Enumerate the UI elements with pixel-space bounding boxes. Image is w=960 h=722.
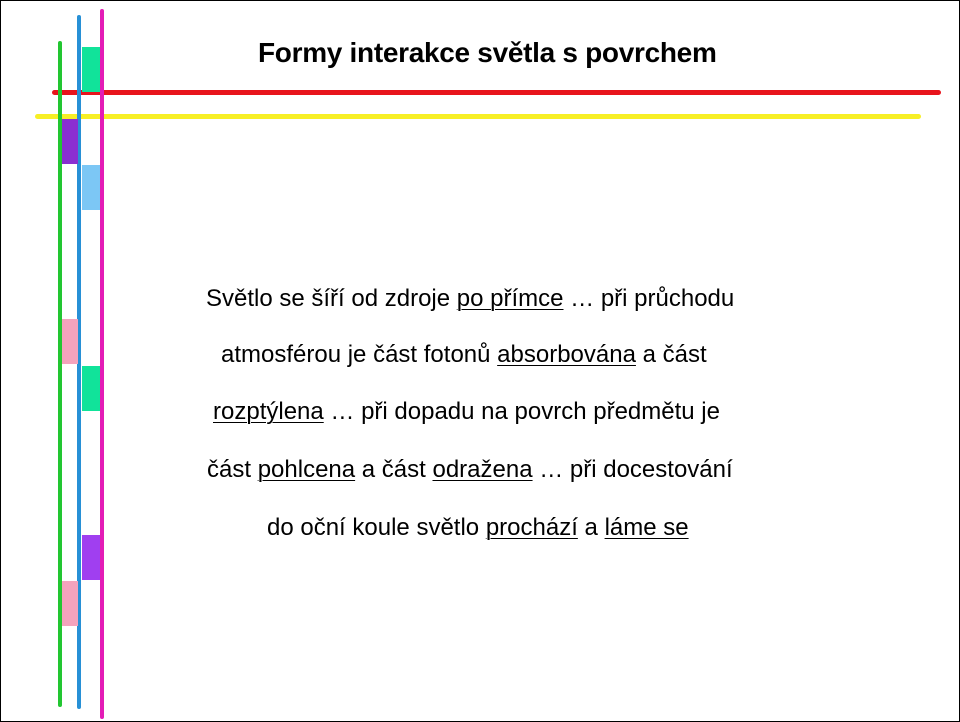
- text-segment: a: [577, 514, 605, 541]
- sky-accent-block: [82, 165, 100, 210]
- body-line-1: [206, 285, 734, 313]
- purple-accent-block: [62, 119, 78, 164]
- violet-accent-block: [82, 535, 100, 580]
- body-line-2: [221, 341, 707, 369]
- underlined-term: pohlcena: [257, 456, 356, 483]
- text-segment: do oční koule světlo: [267, 514, 486, 541]
- text-segment: Světlo se šíří od zdroje: [206, 285, 457, 312]
- underlined-term: láme se: [604, 514, 689, 541]
- text-segment: … při dopadu na povrch předmětu je: [323, 398, 720, 425]
- text-segment: atmosférou je část fotonů: [221, 341, 498, 368]
- slide-title: Formy interakce světla s povrchem: [258, 37, 717, 68]
- text-segment: a část: [355, 456, 433, 483]
- mint-accent-block: [82, 366, 100, 411]
- magenta-vertical-line: [100, 9, 104, 719]
- body-line-3: [213, 398, 720, 426]
- body-line-5: [267, 514, 689, 542]
- text-segment: a část: [635, 341, 707, 368]
- body-line-4: [207, 456, 733, 484]
- underlined-term: po přímce: [456, 285, 564, 312]
- underlined-term: prochází: [485, 514, 578, 541]
- red-horizontal-line: [52, 90, 941, 95]
- underlined-term: absorbována: [497, 341, 636, 368]
- underlined-term: rozptýlena: [213, 398, 324, 425]
- yellow-horizontal-line: [35, 114, 921, 119]
- underlined-term: odražena: [432, 456, 533, 483]
- text-segment: … při průchodu: [563, 285, 735, 312]
- text-segment: část: [207, 456, 258, 483]
- text-segment: … při docestování: [532, 456, 733, 483]
- pink-accent-block: [62, 581, 78, 626]
- mint-accent-block: [82, 47, 100, 92]
- pink-accent-block: [62, 319, 78, 364]
